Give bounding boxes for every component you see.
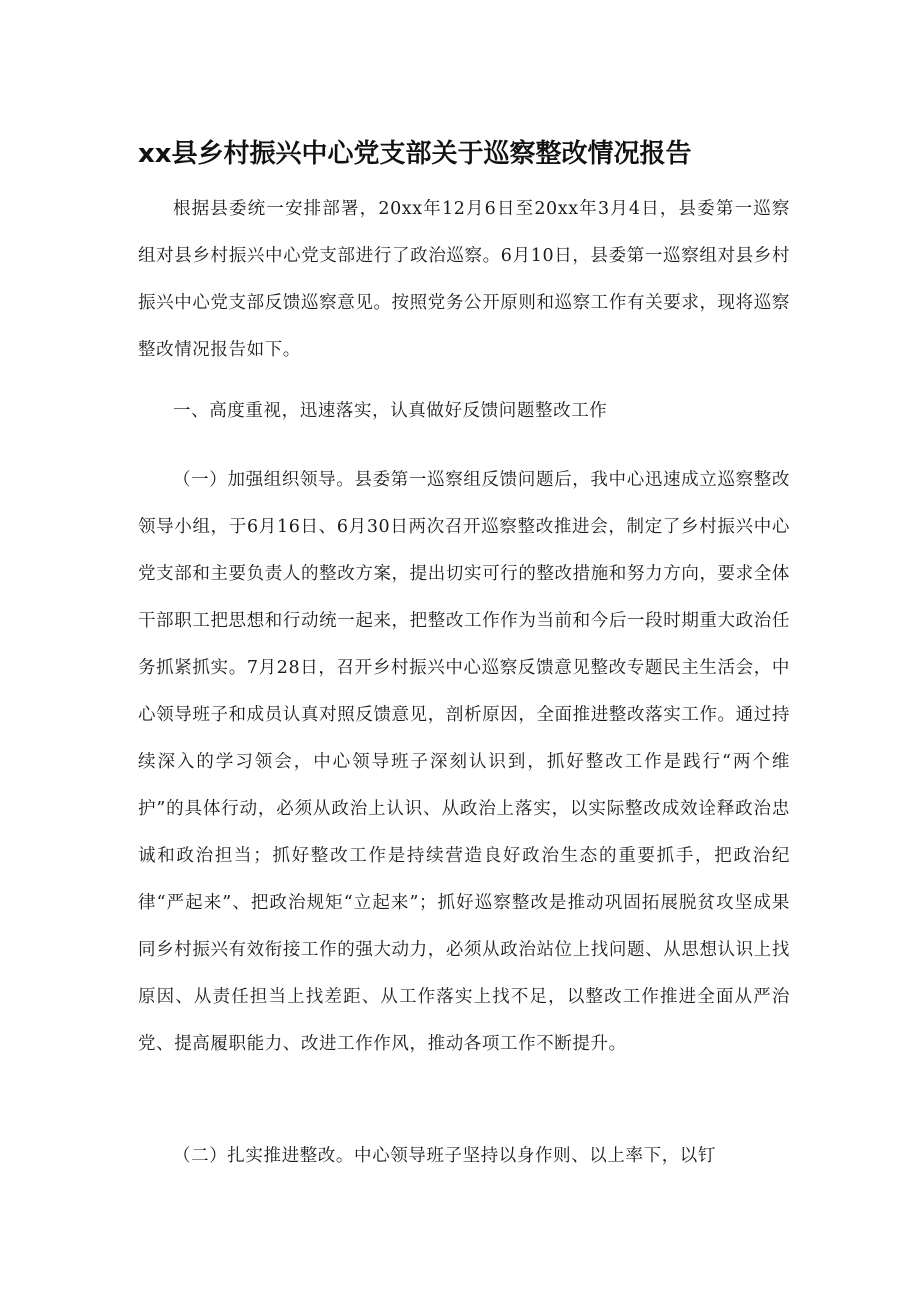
document-title: xx县乡村振兴中心党支部关于巡察整改情况报告 xyxy=(138,139,692,169)
intro-paragraph: 根据县委统一安排部署，20xx年12月6日至20xx年3月4日，县委第一巡察组对县乡村振兴中心党支部进行了政治巡察。6月10日，县委第一巡察组对县乡村振兴中心党支部反馈巡察意见。按照党务公开原则和巡察工作有关要求，现将巡察整改情况报告如下。 xyxy=(138,199,790,360)
section2-paragraph: （二）扎实推进整改。中心领导班子坚持以身作则、以上率下，以钉 xyxy=(173,1146,716,1166)
section1-paragraph: （一）加强组织领导。县委第一巡察组反馈问题后，我中心迅速成立巡察整改领导小组，于6月16日、6月30日两次召开巡察整改推进会，制定了乡村振兴中心党支部和主要负责人的整改方案，提出切实可行的整改措施和努力方向，要求全体干部职工把思想和行动统一起来，把整改工作作为当前和今后一段时期重大政治任务抓紧抓实。7月28日，召开乡村振兴中心巡察反馈意见整改专题民主生活会，中心领导班子和成员认真对照反馈意见，剖析原因，全面推进整改落实工作。通过持续深入的学习领会，中心领导班子深刻认识到，抓好整改工作是践行“两个维护”的具体行动，必须从政治上认识、从政治上落实，以实际整改成效诠释政治忠诚和政治担当；抓好整改工作是持续营造良好政治生态的重要抓手，把政治纪律“严起来”、把政治规矩“立起来”；抓好巡察整改是推动巩固拓展脱贫攻坚成果同乡村振兴有效衔接工作的强大动力，必须从政治站位上找问题、从思想认识上找原因、从责任担当上找差距、从工作落实上找不足，以整改工作推进全面从严治党、提高履职能力、改进工作作风，推动各项工作不断提升。 xyxy=(138,470,790,1054)
section-heading: 一、高度重视，迅速落实，认真做好反馈问题整改工作 xyxy=(173,401,608,421)
